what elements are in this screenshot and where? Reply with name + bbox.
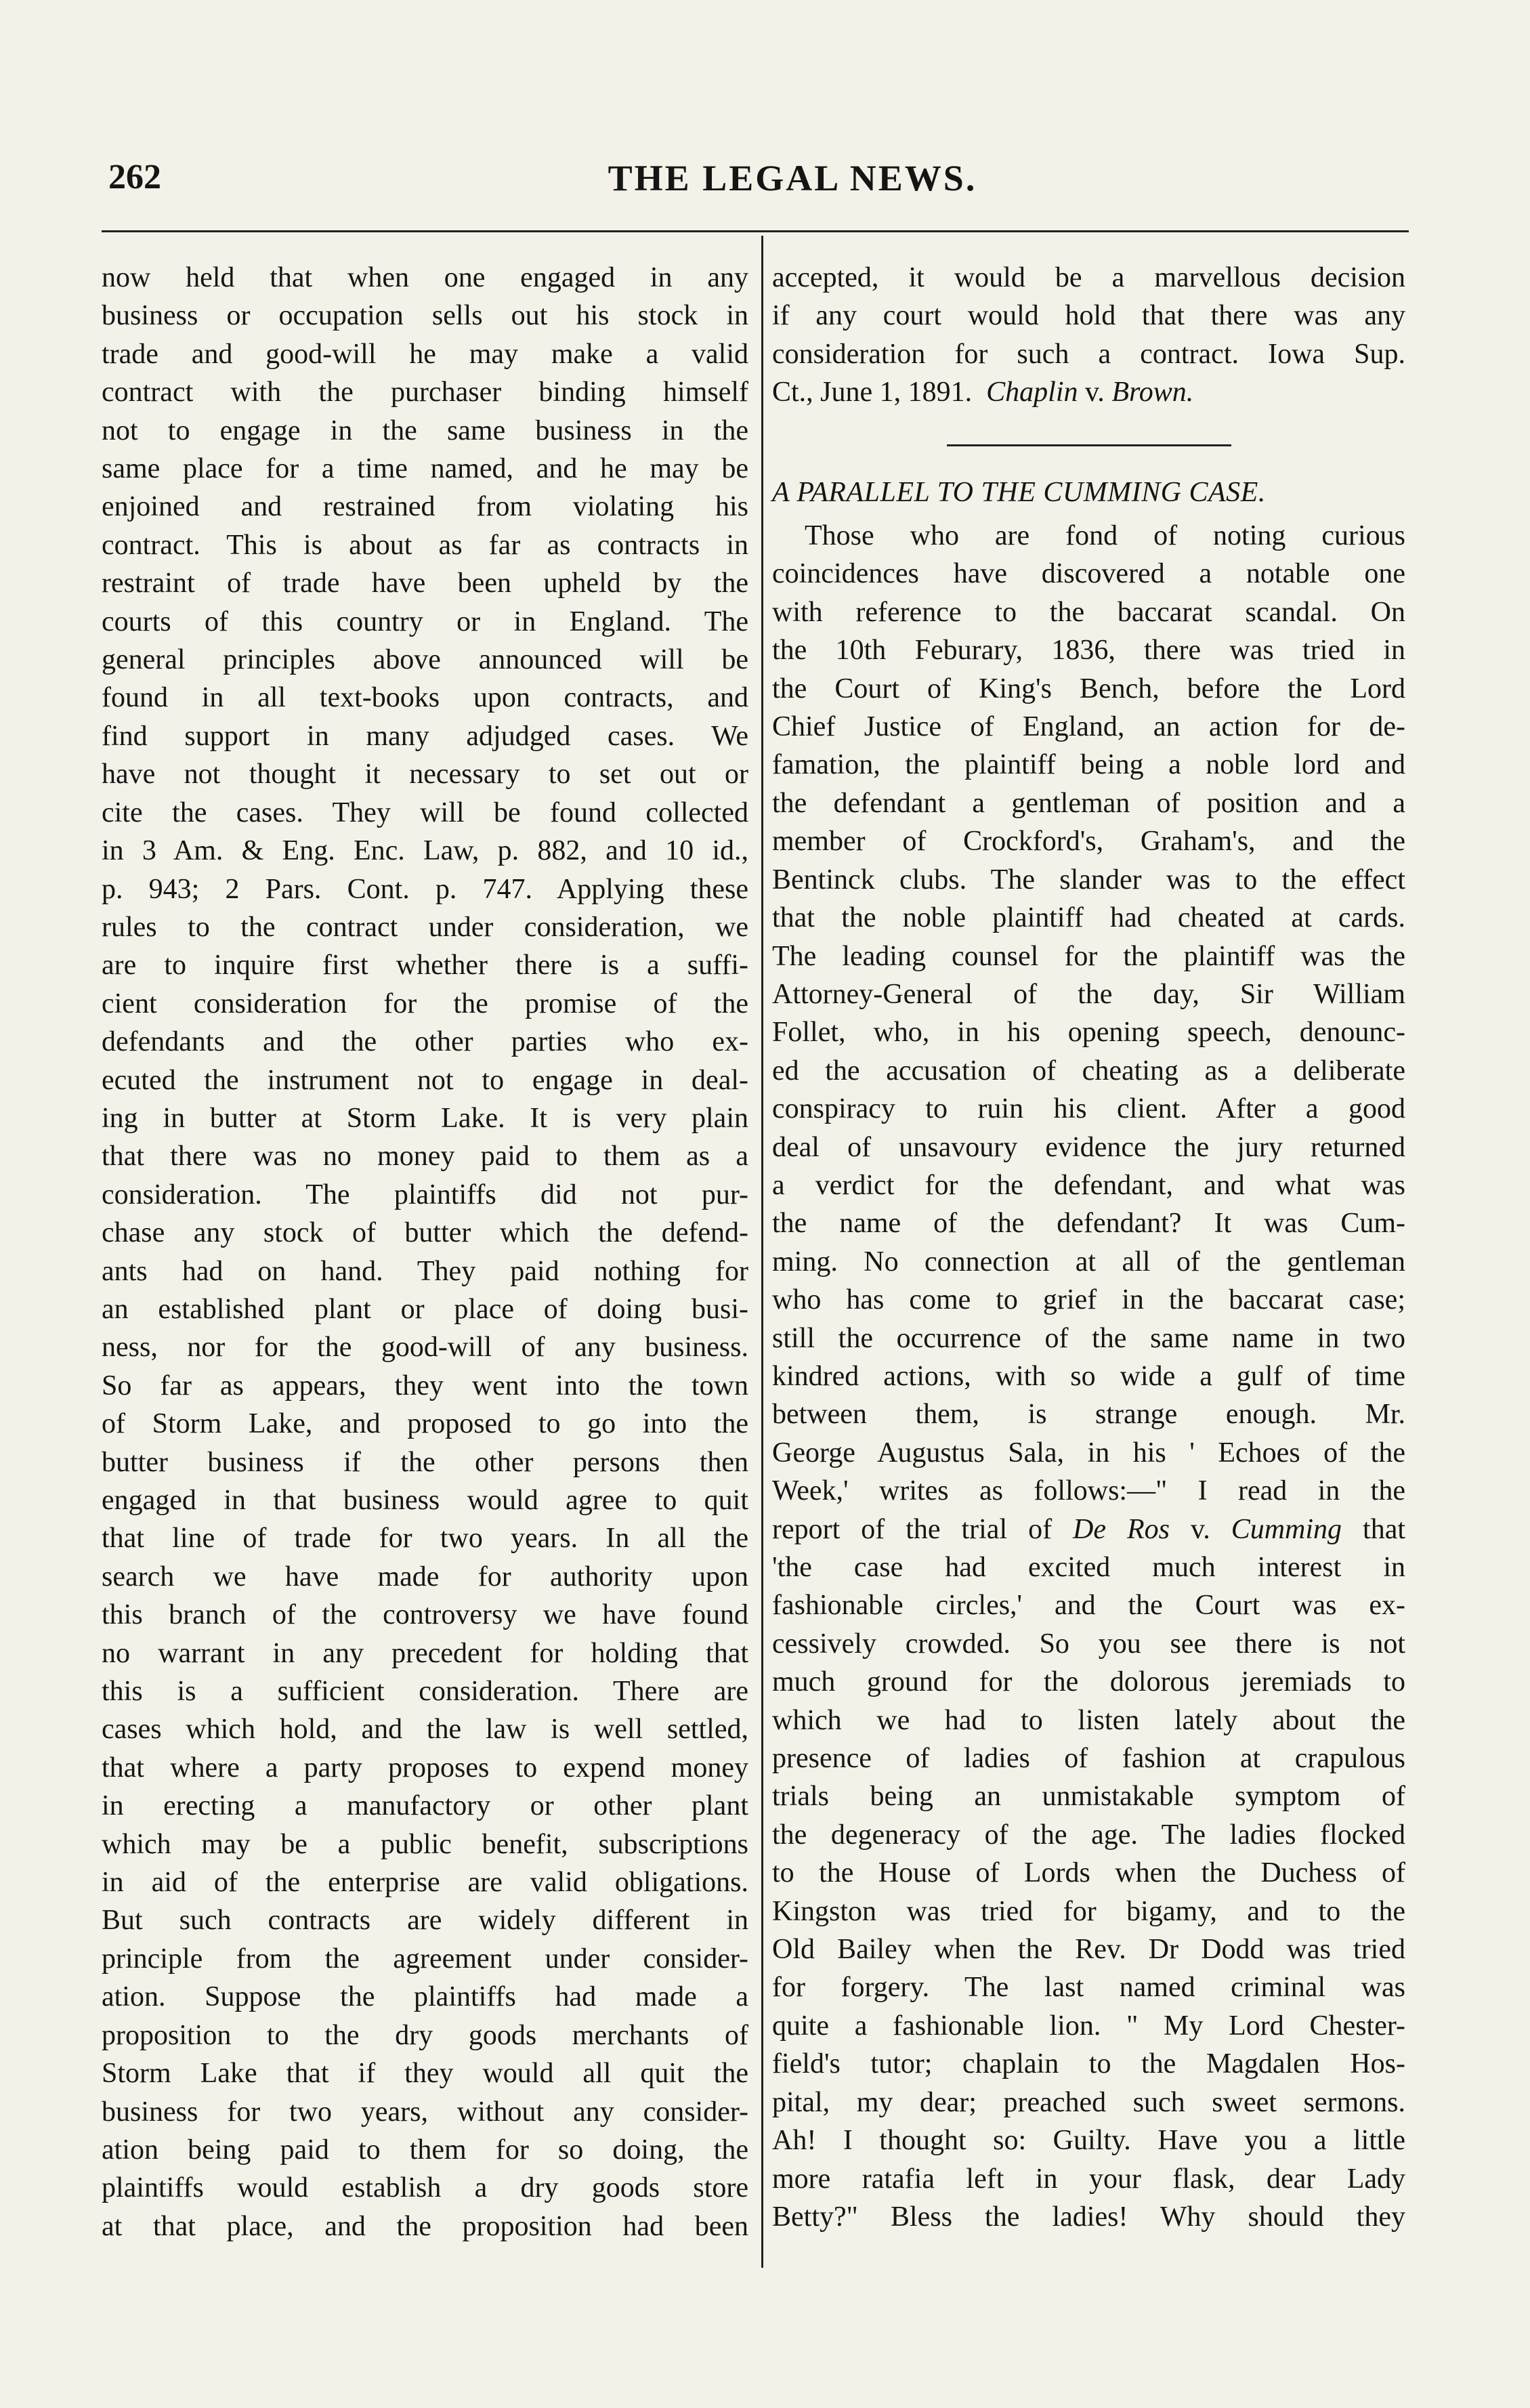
text-line: of Storm Lake, and proposed to go into the xyxy=(102,1408,748,1440)
text-line: between them, is strange enough. Mr. xyxy=(772,1399,1405,1431)
text-line: still the occurrence of the same name in two xyxy=(772,1322,1405,1354)
text-line: cessively crowded. So you see there is not xyxy=(772,1628,1405,1660)
text-line: But such contracts are widely different in xyxy=(102,1905,748,1937)
text-line: ants had on hand. They paid nothing for xyxy=(102,1255,748,1287)
text-line: cient consideration for the promise of the xyxy=(102,988,748,1019)
journal-title: THE LEGAL NEWS. xyxy=(608,158,977,198)
text-line: consideration for such a contract. Iowa Sup. xyxy=(772,338,1405,370)
text-line: in erecting a manufactory or other plant xyxy=(102,1790,748,1822)
text-line: George Augustus Sala, in his ' Echoes of the xyxy=(772,1437,1405,1469)
citation-court-date: Ct., June 1, 1891. xyxy=(772,377,973,408)
text-line: that the noble plaintiff had cheated at cards. xyxy=(772,902,1405,934)
text-line: that there was no money paid to them as a xyxy=(102,1141,748,1173)
text-line: a verdict for the defendant, and what was xyxy=(772,1169,1405,1201)
text-line: field's tutor; chaplain to the Magdalen Hos- xyxy=(772,2048,1405,2080)
text-line: ed the accusation of cheating as a deliberate xyxy=(772,1055,1405,1086)
text-line: Follet, who, in his opening speech, denounc- xyxy=(772,1017,1405,1049)
text-line: that where a party proposes to expend money xyxy=(102,1752,748,1783)
text-line: coincidences have discovered a notable one xyxy=(772,558,1405,590)
text-line: fashionable circles,' and the Court was ex- xyxy=(772,1590,1405,1622)
text-line: conspiracy to ruin his client. After a good xyxy=(772,1093,1405,1125)
text-line: deal of unsavoury evidence the jury returned xyxy=(772,1131,1405,1163)
text-line: Attorney-General of the day, Sir William xyxy=(772,978,1405,1010)
text-line: at that place, and the proposition had been xyxy=(102,2210,748,2242)
text-line: Those who are fond of noting curious xyxy=(805,520,1405,552)
left-column xyxy=(102,259,748,2245)
text-line: ming. No connection at all of the gentleman xyxy=(772,1246,1405,1277)
text-line: Storm Lake that if they would all quit the xyxy=(102,2058,748,2090)
text-line: p. 943; 2 Pars. Cont. p. 747. Applying these xyxy=(102,873,748,905)
text-line: no warrant in any precedent for holding that xyxy=(102,1637,748,1669)
text-line: ation being paid to them for so doing, the xyxy=(102,2134,748,2166)
citation-versus: v. xyxy=(1085,377,1105,408)
text-line: contract with the purchaser binding himself xyxy=(102,377,748,408)
citation-line xyxy=(772,373,1405,411)
text-line: in aid of the enterprise are valid obligations. xyxy=(102,1867,748,1899)
trial-prefix: report of the trial of xyxy=(772,1513,1053,1545)
trial-party-a: De Ros xyxy=(1073,1513,1170,1545)
column-divider xyxy=(761,236,763,2268)
text-line: courts of this country or in England. The xyxy=(102,606,748,637)
trial-line xyxy=(772,1511,1405,1548)
section-separator xyxy=(947,444,1231,446)
article-body xyxy=(772,517,1405,1511)
text-line: to the House of Lords when the Duchess of xyxy=(772,1857,1405,1889)
text-line: an established plant or place of doing busi- xyxy=(102,1293,748,1325)
text-line: restraint of trade have been upheld by the xyxy=(102,568,748,599)
text-line: 'the case had excited much interest in xyxy=(772,1552,1405,1583)
text-line: Kingston was tried for bigamy, and to the xyxy=(772,1895,1405,1927)
text-line: business or occupation sells out his stock in xyxy=(102,300,748,332)
text-line: So far as appears, they went into the town xyxy=(102,1370,748,1401)
text-line: ness, nor for the good-will of any business. xyxy=(102,1332,748,1364)
text-line: in 3 Am. & Eng. Enc. Law, p. 882, and 10 id., xyxy=(102,835,748,867)
text-line: plaintiffs would establish a dry goods store xyxy=(102,2172,748,2204)
trial-versus: v. xyxy=(1190,1513,1210,1545)
header-rule xyxy=(102,230,1409,232)
text-line: chase any stock of butter which the defend- xyxy=(102,1217,748,1249)
text-line: Ah! I thought so: Guilty. Have you a little xyxy=(772,2125,1405,2157)
text-line: Betty?" Bless the ladies! Why should they xyxy=(772,2201,1405,2233)
text-line: Week,' writes as follows:—" I read in the xyxy=(772,1475,1405,1507)
text-line: the Court of King's Bench, before the Lord xyxy=(772,673,1405,704)
text-line: with reference to the baccarat scandal. On xyxy=(772,596,1405,628)
text-line: enjoined and restrained from violating his xyxy=(102,491,748,523)
text-line: ing in butter at Storm Lake. It is very plain xyxy=(102,1102,748,1134)
text-line: principle from the agreement under consider- xyxy=(102,1943,748,1974)
text-line: trials being an unmistakable symptom of xyxy=(772,1781,1405,1813)
text-line: business for two years, without any consider- xyxy=(102,2096,748,2128)
text-line: consideration. The plaintiffs did not pur- xyxy=(102,1179,748,1210)
text-line: the 10th Feburary, 1836, there was tried in xyxy=(772,635,1405,667)
page-number: 262 xyxy=(108,158,161,196)
text-line: pital, my dear; preached such sweet sermons. xyxy=(772,2086,1405,2118)
text-line: rules to the contract under consideration, we xyxy=(102,911,748,943)
text-line: same place for a time named, and he may be xyxy=(102,453,748,485)
text-line: presence of ladies of fashion at crapulous xyxy=(772,1743,1405,1775)
text-line: cases which hold, and the law is well settled, xyxy=(102,1714,748,1746)
text-line: find support in many adjudged cases. We xyxy=(102,720,748,752)
text-line: cite the cases. They will be found collected xyxy=(102,797,748,828)
text-line: more ratafia left in your flask, dear Lady xyxy=(772,2163,1405,2195)
section-title: A PARALLEL TO THE CUMMING CASE. xyxy=(772,476,1266,508)
text-line: trade and good-will he may make a valid xyxy=(102,338,748,370)
text-line: found in all text-books upon contracts, and xyxy=(102,682,748,714)
text-line: the defendant a gentleman of position and a xyxy=(772,787,1405,819)
text-line: have not thought it necessary to set out or xyxy=(102,759,748,790)
text-line: much ground for the dolorous jeremiads to xyxy=(772,1666,1405,1698)
text-line: accepted, it would be a marvellous decision xyxy=(772,262,1405,293)
text-line: which we had to listen lately about the xyxy=(772,1704,1405,1736)
text-line: kindred actions, with so wide a gulf of time xyxy=(772,1360,1405,1392)
trial-party-b: Cumming xyxy=(1231,1513,1342,1545)
text-line: that line of trade for two years. In all the xyxy=(102,1523,748,1555)
trial-suffix: that xyxy=(1363,1513,1406,1545)
text-line: Bentinck clubs. The slander was to the effect xyxy=(772,864,1405,895)
text-line: butter business if the other persons then xyxy=(102,1446,748,1478)
citation-party-a: Chaplin xyxy=(986,377,1078,408)
text-line: if any court would hold that there was any xyxy=(772,300,1405,332)
text-line: member of Crockford's, Graham's, and the xyxy=(772,826,1405,858)
text-line: for forgery. The last named criminal was xyxy=(772,1972,1405,2004)
right-column-continuation xyxy=(772,259,1405,373)
text-line: general principles above announced will be xyxy=(102,644,748,676)
text-line: the name of the defendant? It was Cum- xyxy=(772,1208,1405,1240)
text-line: search we have made for authority upon xyxy=(102,1561,748,1592)
text-line: the degeneracy of the age. The ladies flocked xyxy=(772,1819,1405,1851)
text-line: proposition to the dry goods merchants of xyxy=(102,2019,748,2051)
text-line: this is a sufficient consideration. There are xyxy=(102,1676,748,1708)
text-line: not to engage in the same business in the xyxy=(102,415,748,446)
text-line: famation, the plaintiff being a noble lord and xyxy=(772,749,1405,781)
text-line: The leading counsel for the plaintiff was the xyxy=(772,940,1405,972)
text-line: defendants and the other parties who ex- xyxy=(102,1026,748,1058)
right-column xyxy=(772,259,1405,2236)
text-line: now held that when one engaged in any xyxy=(102,262,748,293)
text-line: quite a fashionable lion. " My Lord Chester- xyxy=(772,2010,1405,2042)
text-line: engaged in that business would agree to quit xyxy=(102,1485,748,1516)
text-line: who has come to grief in the baccarat case; xyxy=(772,1284,1405,1316)
text-line: which may be a public benefit, subscriptions xyxy=(102,1828,748,1860)
text-line: this branch of the controversy we have found xyxy=(102,1599,748,1631)
text-line: contract. This is about as far as contracts in xyxy=(102,529,748,561)
text-line: ation. Suppose the plaintiffs had made a xyxy=(102,1981,748,2013)
text-line: Old Bailey when the Rev. Dr Dodd was tried xyxy=(772,1934,1405,1966)
text-line: ecuted the instrument not to engage in deal- xyxy=(102,1064,748,1096)
text-line: Chief Justice of England, an action for de- xyxy=(772,711,1405,743)
citation-party-b: Brown. xyxy=(1111,377,1194,408)
article-body-end xyxy=(772,1548,1405,2236)
page-header xyxy=(108,157,1422,211)
text-line: are to inquire first whether there is a suffi- xyxy=(102,950,748,981)
